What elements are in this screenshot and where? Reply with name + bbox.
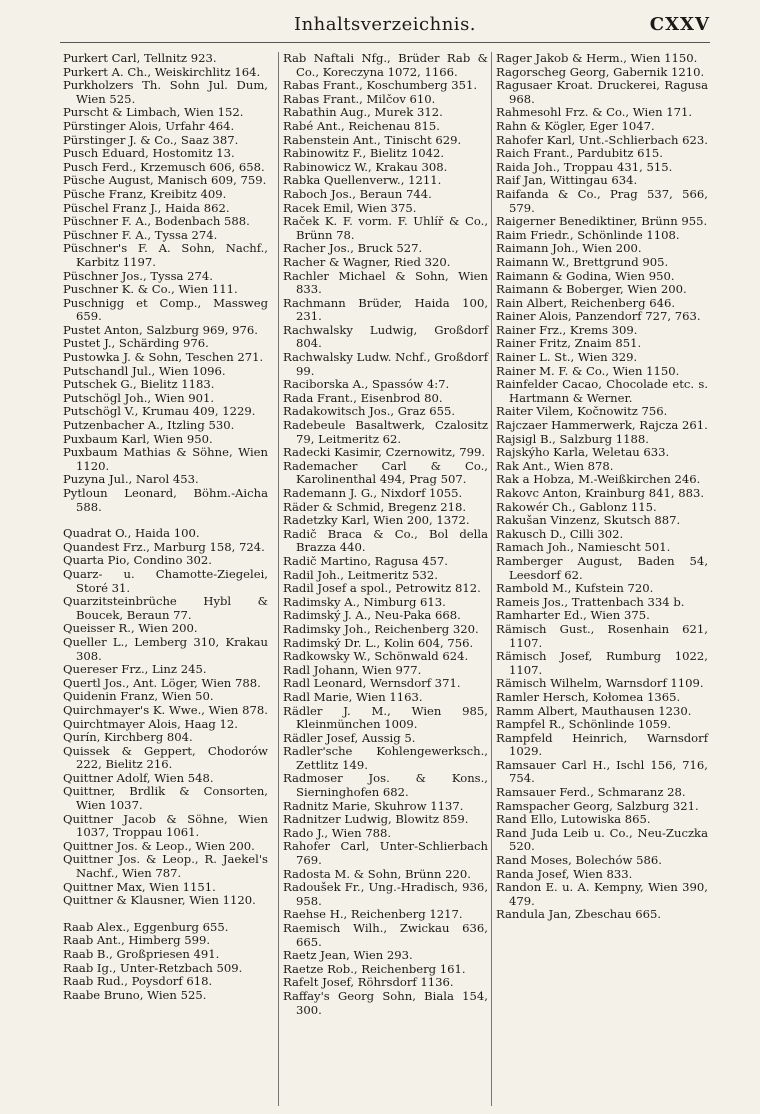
index-entry: Quirchmayer's K. Wwe., Wien 878.	[63, 702, 268, 717]
index-entry: Püsche Franz, Kreibitz 409.	[63, 186, 227, 201]
index-entry: Purkholzers Th. Sohn Jul. Dum, Wien 525.	[63, 78, 268, 106]
index-entry: Quertl Jos., Ant. Löger, Wien 788.	[63, 675, 261, 690]
index-entry: Rakusch D., Cilli 302.	[496, 526, 624, 541]
index-entry: Rahofer Karl, Unt.-Schlierbach 623.	[496, 132, 708, 147]
index-entry: Raich Frant., Pardubitz 615.	[496, 146, 663, 161]
index-entry: Quarzitsteinbrüche Hybl & Boucek, Beraun 77.	[63, 594, 268, 622]
index-entry: Räder & Schmid, Bregenz 218.	[283, 499, 467, 514]
index-entry: Raboch Jos., Beraun 744.	[283, 186, 432, 201]
header-rule	[60, 42, 710, 43]
index-column-3	[491, 52, 708, 1106]
index-entry: Raab Rud., Poysdorf 618.	[63, 974, 213, 989]
index-entry: Radič Martino, Ragusa 457.	[283, 553, 448, 568]
index-entry: Quidenin Franz, Wien 50.	[63, 689, 214, 704]
index-entry: Rabas Frant., Milčov 610.	[283, 91, 436, 106]
index-entry: Radl Marie, Wien 1163.	[283, 689, 423, 704]
index-entry: Racher & Wagner, Ried 320.	[283, 254, 451, 269]
index-entry: Rada Frant., Eisenbrod 80.	[283, 390, 443, 405]
index-entry: Rainfelder Cacao, Chocolade etc. s. Hartmann & Werner.	[496, 377, 708, 405]
index-entry: Ragusaer Kroat. Druckerei, Ragusa 968.	[496, 78, 708, 106]
index-entry: Rampfel R., Schönlinde 1059.	[496, 717, 672, 732]
index-entry: Randa Josef, Wien 833.	[496, 866, 633, 881]
index-entry: Rajskýho Karla, Weletau 633.	[496, 445, 670, 460]
index-entry: Raab B., Großpriesen 491.	[63, 947, 220, 961]
index-entry: Rand Ello, Lutowiska 865.	[496, 812, 651, 827]
index-entry: Raab Alex., Eggenburg 655.	[63, 919, 229, 934]
index-entry: Rainer M. F. & Co., Wien 1150.	[496, 363, 680, 378]
index-entry: Quittner Jacob & Söhne, Wien 1037, Troppau 1061.	[63, 811, 268, 840]
index-entry: Pustowka J. & Sohn, Teschen 271.	[63, 350, 264, 365]
index-entry: Rameis Jos., Trattenbach 334 b.	[496, 594, 685, 609]
index-entry: Putschandl Jul., Wien 1096.	[63, 363, 226, 378]
index-entry: Raehse H., Reichenberg 1217.	[283, 907, 463, 922]
index-entry: Quandest Frz., Marburg 158, 724.	[63, 539, 265, 554]
index-entry: Qurín, Kirchberg 804.	[63, 730, 193, 745]
index-entry: Raifanda & Co., Prag 537, 566, 579.	[496, 186, 708, 215]
index-entry: Rand Moses, Bolechów 586.	[496, 853, 662, 868]
index-entry: Rabathin Aug., Murek 312.	[283, 105, 443, 120]
index-entry: Rachler Michael & Sohn, Wien 833.	[283, 268, 488, 297]
index-entry: Quadrat O., Haida 100.	[63, 526, 200, 541]
index-entry: Radl Leonard, Wernsdorf 371.	[283, 676, 461, 691]
index-entry: Rakušan Vinzenz, Skutsch 887.	[496, 513, 681, 528]
index-entry: Rabka Quellenverw., 1211.	[283, 173, 442, 188]
index-entry: Ramach Joh., Namiescht 501.	[496, 540, 671, 555]
index-entry: Quittner & Klausner, Wien 1120.	[63, 893, 256, 908]
index-entry: Püschner F. A., Tyssa 274.	[63, 227, 218, 242]
index-entry: Rampfeld Heinrich, Warnsdorf 1029.	[496, 730, 708, 759]
index-entry: Pustet J., Schärding 976.	[63, 336, 209, 351]
index-entry: Putschögl Joh., Wien 901.	[63, 390, 215, 405]
index-entry: Radkowsky W., Schönwald 624.	[283, 649, 469, 664]
index-entry: Quirchtmayer Alois, Haag 12.	[63, 716, 238, 731]
index-entry: Raciborska A., Spassów 4:7.	[283, 377, 450, 392]
index-entry: Raetze Rob., Reichenberg 161.	[283, 961, 466, 976]
index-entry: Rahn & Kögler, Eger 1047.	[496, 118, 655, 133]
index-entry: Rakowér Ch., Gablonz 115.	[496, 499, 657, 514]
index-column-1	[63, 52, 268, 1106]
index-entry: Püschner F. A., Bodenbach 588.	[63, 214, 250, 229]
index-entry: Raab Ant., Himberg 599.	[63, 933, 211, 948]
index-entry: Rambold M., Kufstein 720.	[496, 581, 654, 596]
index-entry: Rademann J. G., Nixdorf 1055.	[283, 486, 463, 500]
index-entry: Rajsigl B., Salzburg 1188.	[496, 431, 649, 446]
index-entry: Rämisch Wilhelm, Warnsdorf 1109.	[496, 676, 704, 691]
index-entry: Purkert A. Ch., Weiskirchlitz 164.	[63, 64, 261, 79]
index-entry: Putzenbacher A., Itzling 530.	[63, 418, 235, 433]
index-entry: Püsche August, Manisch 609, 759.	[63, 173, 267, 188]
index-entry: Randula Jan, Zbeschau 665.	[496, 907, 662, 922]
index-entry: Radosta M. & Sohn, Brünn 220.	[283, 866, 471, 881]
index-entry: Ramberger August, Baden 54, Leesdorf 62.	[496, 553, 708, 582]
index-entry: Raif Jan, Wittingau 634.	[496, 173, 638, 188]
index-entry: Radnitz Marie, Skuhrow 1137.	[283, 798, 464, 813]
index-entry: Radetzky Karl, Wien 200, 1372.	[283, 513, 470, 528]
index-entry: Radler'sche Kohlengewerksch., Zettlitz 149.	[283, 744, 488, 772]
index-entry: Raffay's Georg Sohn, Biala 154, 300.	[283, 988, 488, 1017]
index-entry: Rainer L. St., Wien 329.	[496, 350, 638, 365]
index-entry: Radil Joh., Leitmeritz 532.	[283, 567, 438, 582]
index-entry: Quittner Max, Wien 1151.	[63, 879, 216, 894]
index-entry: Püschel Franz J., Haida 862.	[63, 200, 230, 215]
index-entry: Rachwalsky Ludwig, Großdorf 804.	[283, 322, 488, 351]
index-entry: Radoušek Fr., Ung.-Hradisch, 936, 958.	[283, 880, 488, 908]
index-entry: Puxbaum Karl, Wien 950.	[63, 431, 213, 446]
index-entry: Rabinowitz F., Bielitz 1042.	[283, 146, 445, 161]
index-entry: Pusch Eduard, Hostomitz 13.	[63, 146, 235, 161]
index-entry: Radnitzer Ludwig, Blowitz 859.	[283, 812, 469, 827]
index-entry: Radimsky Joh., Reichenberg 320.	[283, 621, 479, 636]
index-entry: Rager Jakob & Herm., Wien 1150.	[496, 51, 698, 65]
index-entry: Rachwalsky Ludw. Nchf., Großdorf 99.	[283, 350, 488, 378]
index-entry: Putschek G., Bielitz 1183.	[63, 377, 215, 392]
index-entry: Pusch Ferd., Krzemusch 606, 658.	[63, 159, 265, 174]
index-entry: Quereser Frz., Linz 245.	[63, 662, 207, 677]
index-entry: Ragorscheg Georg, Gabernik 1210.	[496, 64, 705, 79]
index-entry: Puzyna Jul., Narol 453.	[63, 472, 199, 487]
index-entry: Raida Joh., Troppau 431, 515.	[496, 159, 673, 174]
index-entry: Rainer Alois, Panzendorf 727, 763.	[496, 309, 701, 324]
index-entry: Rafelt Josef, Röhrsdorf 1136.	[283, 975, 454, 990]
index-entry: Racek Emil, Wien 375.	[283, 200, 417, 215]
index-entry: Ramsauer Carl H., Ischl 156, 716, 754.	[496, 757, 708, 786]
index-entry: Rak a Hobza, M.-Weißkirchen 246.	[496, 472, 701, 487]
index-entry: Radič Braca & Co., Bol della Brazza 440.	[283, 526, 488, 555]
index-entry: Rädler Josef, Aussig 5.	[283, 730, 416, 745]
index-entry: Rademacher Carl & Co., Karolinenthal 494, Prag 507.	[283, 458, 488, 487]
index-entry: Pustet Anton, Salzburg 969, 976.	[63, 322, 258, 337]
index-entry: Raimann & Godina, Wien 950.	[496, 268, 675, 283]
index-entry: Raimann & Boberger, Wien 200.	[496, 282, 687, 297]
index-entry: Quittner Jos. & Leop., Wien 200.	[63, 838, 255, 853]
index-entry: Puxbaum Mathias & Söhne, Wien 1120.	[63, 445, 268, 473]
index-entry: Rämisch Gust., Rosenhain 621, 1107.	[496, 621, 708, 650]
index-entry: Rabinowicz W., Krakau 308.	[283, 159, 448, 174]
index-entry: Pürstinger J. & Co., Saaz 387.	[63, 132, 239, 147]
section-gap	[63, 908, 268, 921]
index-entry: Radimský Dr. L., Kolin 604, 756.	[283, 635, 474, 650]
index-entry: Rabas Frant., Koschumberg 351.	[283, 78, 478, 93]
index-entry: Quarz- u. Chamotte-Ziegelei, Storé 31.	[63, 566, 268, 595]
index-entry: Queller L., Lemberg 310, Krakau 308.	[63, 634, 268, 663]
index-entry: Rahmesohl Frz. & Co., Wien 171.	[496, 105, 693, 120]
index-entry: Raab Ig., Unter-Retzbach 509.	[63, 960, 243, 975]
index-entry: Ramm Albert, Mauthausen 1230.	[496, 703, 692, 718]
index-entry: Racher Jos., Bruck 527.	[283, 241, 423, 256]
index-entry: Rämisch Josef, Rumburg 1022, 1107.	[496, 649, 708, 677]
index-entry: Putschögl V., Krumau 409, 1229.	[63, 404, 256, 419]
index-entry: Quittner Jos. & Leop., R. Jaekel's Nachf., Wien 787.	[63, 852, 268, 881]
index-entry: Randon E. u. A. Kempny, Wien 390, 479.	[496, 880, 708, 908]
index-entry: Püschner's F. A. Sohn, Nachf., Karbitz 1197.	[63, 241, 268, 269]
index-entry: Rakovc Anton, Krainburg 841, 883.	[496, 486, 705, 500]
index-entry: Rab Naftali Nfg., Brüder Rab & Co., Koreczyna 1072, 1166.	[283, 51, 488, 79]
index-entry: Rahofer Carl, Unter-Schlierbach 769.	[283, 839, 488, 868]
index-entry: Puschner K. & Co., Wien 111.	[63, 282, 238, 297]
index-entry: Quittner, Brdlik & Consorten, Wien 1037.	[63, 784, 268, 813]
index-entry: Rabé Ant., Reichenau 815.	[283, 118, 440, 133]
index-entry: Raiter Vilem, Kočnowitz 756.	[496, 404, 668, 419]
page-title: Inhaltsverzeichnis.	[293, 14, 477, 35]
index-entry: Rachmann Brüder, Haida 100, 231.	[283, 295, 488, 324]
index-entry: Puschnigg et Comp., Massweg 659.	[63, 295, 268, 324]
index-entry: Purkert Carl, Tellnitz 923.	[63, 51, 217, 65]
index-entry: Radmoser Jos. & Kons., Sierninghofen 682.	[283, 771, 488, 800]
index-entry: Raček K. F. vorm. F. Uhlíř & Co., Brünn 78.	[283, 214, 488, 242]
page-header	[60, 14, 710, 40]
index-entry: Raemisch Wilh., Zwickau 636, 665.	[283, 921, 488, 949]
index-entry: Pürstinger Alois, Urfahr 464.	[63, 118, 235, 133]
index-entry: Ramspacher Georg, Salzburg 321.	[496, 798, 699, 813]
index-entry: Raabe Bruno, Wien 525.	[63, 987, 207, 1002]
index-entry: Pytloun Leonard, Böhm.-Aicha 588.	[63, 486, 268, 514]
index-entry: Radimsky A., Nimburg 613.	[283, 594, 446, 609]
index-entry: Quarta Pio, Condino 302.	[63, 553, 212, 568]
index-entry: Radecki Kasimir, Czernowitz, 799.	[283, 445, 486, 460]
index-entry: Quittner Adolf, Wien 548.	[63, 770, 214, 785]
index-entry: Raigerner Benediktiner, Brünn 955.	[496, 214, 708, 229]
index-entry: Rainer Fritz, Znaim 851.	[496, 336, 642, 351]
index-entry: Rado J., Wien 788.	[283, 825, 392, 840]
index-entry: Rainer Frz., Krems 309.	[496, 322, 638, 337]
index-column-2	[278, 52, 488, 1106]
index-entry: Queisser R., Wien 200.	[63, 621, 198, 636]
index-entry: Rabenstein Ant., Tinischt 629.	[283, 132, 462, 147]
index-entry: Radl Johann, Wien 977.	[283, 662, 422, 677]
index-entry: Raetz Jean, Wien 293.	[283, 948, 413, 963]
index-entry: Quissek & Geppert, Chodorów 222, Bielitz 216.	[63, 743, 268, 772]
index-entry: Raim Friedr., Schönlinde 1108.	[496, 227, 680, 242]
index-entry: Radebeule Basaltwerk, Czalositz 79, Leitmeritz 62.	[283, 418, 488, 446]
index-entry: Rak Ant., Wien 878.	[496, 458, 614, 473]
index-entry: Purscht & Limbach, Wien 152.	[63, 105, 244, 120]
index-entry: Raimann W., Brettgrund 905.	[496, 254, 669, 269]
index-entry: Ramler Hersch, Kołomea 1365.	[496, 689, 681, 704]
index-entry: Rain Albert, Reichenberg 646.	[496, 295, 676, 310]
index-entry: Ramsauer Ferd., Schmaranz 28.	[496, 785, 686, 800]
index-entry: Radil Josef a spol., Petrowitz 812.	[283, 581, 481, 596]
page-number: CXXV	[649, 14, 710, 35]
index-entry: Rajczaer Hammerwerk, Rajcza 261.	[496, 418, 708, 433]
index-entry: Raimann Joh., Wien 200.	[496, 241, 642, 256]
index-entry: Ramharter Ed., Wien 375.	[496, 608, 650, 623]
index-entry: Radakowitsch Jos., Graz 655.	[283, 404, 456, 419]
index-entry: Püschner Jos., Tyssa 274.	[63, 268, 213, 283]
index-entry: Rädler J. M., Wien 985, Kleinmünchen 1009.	[283, 703, 488, 732]
index-entry: Rand Juda Leib u. Co., Neu-Zuczka 520.	[496, 825, 708, 854]
index-entry: Radimský J. A., Neu-Paka 668.	[283, 608, 461, 623]
